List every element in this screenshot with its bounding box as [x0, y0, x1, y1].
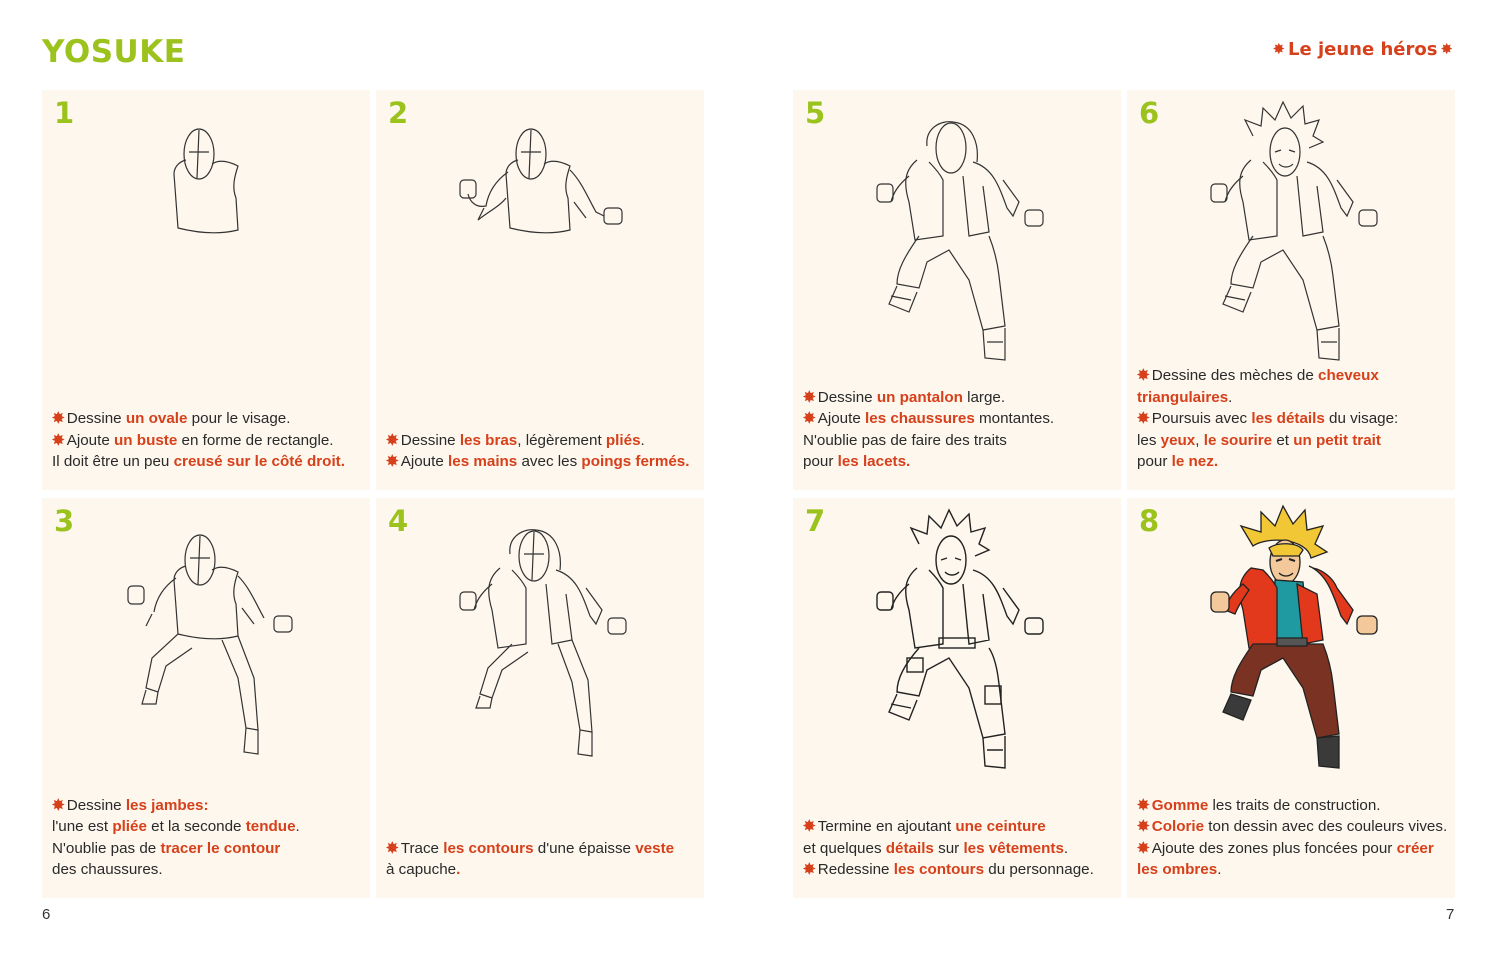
step-3-sketch [42, 498, 370, 798]
emphasis-text: les contours [443, 839, 534, 857]
instruction-line [803, 859, 1115, 881]
bullet-icon: ✸ [386, 431, 399, 449]
step-instructions [803, 816, 1115, 881]
instruction-text: en forme de rectangle. [177, 431, 334, 449]
emphasis-text: les contours [893, 861, 985, 879]
bullet-icon: ✸ [386, 839, 399, 857]
instruction-line [803, 816, 1115, 838]
step-panel-8 [1127, 498, 1455, 898]
emphasis-text: . [456, 861, 461, 879]
emphasis-text: un petit trait [1293, 431, 1381, 449]
bullet-icon: ✸ [1137, 796, 1150, 814]
instruction-text: Poursuis avec [1151, 410, 1252, 428]
bullet-icon: ✸ [1137, 839, 1150, 857]
emphasis-text: les mains [448, 453, 518, 471]
emphasis-text: les détails [1251, 410, 1325, 428]
step-instructions [52, 795, 364, 881]
emphasis-text: creusé sur le côté droit. [173, 453, 345, 471]
instruction-line [1137, 816, 1449, 838]
emphasis-text: Gomme [1151, 796, 1209, 814]
emphasis-text: une ceinture [955, 818, 1046, 836]
subtitle-text: Le jeune héros [1288, 39, 1438, 60]
instruction-line [386, 859, 698, 881]
bullet-icon: ✸ [803, 818, 816, 836]
instruction-line [386, 430, 698, 452]
instruction-text: des chaussures. [52, 861, 163, 879]
bullet-icon: ✸ [52, 410, 65, 428]
instruction-text: , légèrement [517, 431, 606, 449]
emphasis-text: pliée [112, 818, 147, 836]
instruction-line [52, 451, 364, 473]
step-number: 7 [805, 504, 826, 538]
step-instructions [52, 408, 364, 473]
emphasis-text: tendue [245, 818, 296, 836]
page-title: YOSUKE [42, 34, 186, 70]
instruction-text: l'une est [52, 818, 113, 836]
instruction-text: . [295, 818, 300, 836]
emphasis-text: les ombres [1137, 861, 1218, 879]
instruction-line [1137, 365, 1449, 387]
emphasis-text: Colorie [1151, 818, 1205, 836]
instruction-text: et [1272, 431, 1294, 449]
instruction-line [803, 451, 1115, 473]
instruction-line [1137, 387, 1449, 409]
step-panel-5 [793, 90, 1121, 490]
step-number: 8 [1139, 504, 1160, 538]
instruction-line [803, 408, 1115, 430]
instruction-text: pour [803, 453, 838, 471]
step-panel-6 [1127, 90, 1455, 490]
step-number: 3 [54, 504, 75, 538]
emphasis-text: un pantalon [876, 388, 963, 406]
emphasis-text: les jambes: [125, 796, 209, 814]
instruction-line [1137, 859, 1449, 881]
emphasis-text: les lacets. [837, 453, 911, 471]
bullet-icon: ✸ [1137, 367, 1150, 385]
emphasis-text: le sourire [1203, 431, 1273, 449]
bullet-icon: ✸ [1137, 818, 1150, 836]
step-panel-3 [42, 498, 370, 898]
instruction-line [1137, 408, 1449, 430]
instruction-text: Trace [400, 839, 444, 857]
emphasis-text: pliés [605, 431, 641, 449]
instruction-line [803, 387, 1115, 409]
instruction-line [1137, 451, 1449, 473]
bullet-icon: ✸ [1137, 410, 1150, 428]
emphasis-text: poings fermés. [581, 453, 690, 471]
instruction-text: sur [933, 839, 964, 857]
step-8-colored-illustration [1127, 498, 1455, 798]
instruction-line [52, 838, 364, 860]
emphasis-text: créer [1396, 839, 1434, 857]
instruction-text: . [1063, 839, 1069, 857]
instruction-text: N'oublie pas de [52, 839, 161, 857]
instruction-line [52, 408, 364, 430]
step-number: 1 [54, 96, 75, 130]
instruction-text: pour le visage. [187, 410, 291, 428]
instruction-line [803, 838, 1115, 860]
emphasis-text: tracer le contour [160, 839, 281, 857]
instruction-line [386, 838, 698, 860]
instruction-text: Dessine [66, 796, 126, 814]
instruction-text: Ajoute [400, 453, 449, 471]
step-number: 2 [388, 96, 409, 130]
step-panel-2 [376, 90, 704, 490]
step-number: 6 [1139, 96, 1160, 130]
instruction-text: pour [1137, 453, 1172, 471]
instruction-text: et la seconde [146, 818, 246, 836]
section-subtitle [1269, 39, 1456, 60]
instruction-text: d'une épaisse [533, 839, 636, 857]
step-instructions [386, 838, 698, 881]
instruction-text: Dessine [66, 410, 126, 428]
step-1-sketch [42, 90, 370, 390]
step-instructions [386, 430, 698, 473]
instruction-line [52, 430, 364, 452]
instruction-text: ton dessin avec des couleurs vives. [1204, 818, 1448, 836]
bullet-icon: ✸ [803, 861, 816, 879]
step-number: 4 [388, 504, 409, 538]
instruction-text: à capuche [386, 861, 457, 879]
instruction-text: avec les [517, 453, 582, 471]
step-2-sketch [376, 90, 704, 390]
instruction-text: Dessine [817, 388, 877, 406]
instruction-line [386, 451, 698, 473]
emphasis-text: yeux [1160, 431, 1196, 449]
instruction-text: large. [962, 388, 1006, 406]
step-4-sketch [376, 498, 704, 798]
step-5-sketch [793, 90, 1121, 390]
instruction-line [52, 816, 364, 838]
emphasis-text: les bras [459, 431, 518, 449]
instruction-text: . [640, 431, 645, 449]
instruction-line [52, 859, 364, 881]
emphasis-text: le nez. [1171, 453, 1219, 471]
instruction-line [1137, 838, 1449, 860]
instruction-line [1137, 795, 1449, 817]
step-number: 5 [805, 96, 826, 130]
instruction-text: les traits de construction. [1208, 796, 1381, 814]
instruction-text: Termine en ajoutant [817, 818, 956, 836]
instruction-text: N'oublie pas de faire des traits [803, 431, 1007, 449]
instruction-text: montantes. [974, 410, 1055, 428]
bullet-icon: ✸ [52, 431, 65, 449]
instruction-text: les [1137, 431, 1161, 449]
instruction-text: Ajoute des zones plus foncées pour [1151, 839, 1397, 857]
instruction-text: Redessine [817, 861, 894, 879]
bullet-icon: ✸ [52, 796, 65, 814]
emphasis-text: triangulaires [1137, 388, 1229, 406]
emphasis-text: les chaussures [865, 410, 975, 428]
emphasis-text: un buste [114, 431, 178, 449]
step-instructions [803, 387, 1115, 473]
instruction-text: Dessine des mèches de [1151, 367, 1319, 385]
instruction-text: du visage: [1324, 410, 1399, 428]
emphasis-text: détails [885, 839, 934, 857]
instruction-text: et quelques [803, 839, 886, 857]
page-number-right: 7 [1446, 906, 1455, 923]
emphasis-text: veste [635, 839, 675, 857]
instruction-text: du personnage. [984, 861, 1094, 879]
instruction-text: . [1228, 388, 1233, 406]
emphasis-text: les vêtements [963, 839, 1064, 857]
step-instructions [1137, 365, 1449, 473]
bullet-icon: ✸ [803, 388, 816, 406]
instruction-text: Ajoute [817, 410, 866, 428]
emphasis-text: un ovale [125, 410, 188, 428]
bullet-icon: ✸ [803, 410, 816, 428]
step-panel-1 [42, 90, 370, 490]
asterisk-icon: ✸ [1440, 40, 1453, 58]
asterisk-icon: ✸ [1272, 40, 1286, 58]
page-number-left: 6 [42, 906, 51, 923]
step-7-sketch [793, 498, 1121, 798]
instruction-text: , [1195, 431, 1204, 449]
instruction-text: Dessine [400, 431, 460, 449]
step-panel-7 [793, 498, 1121, 898]
step-6-sketch [1127, 90, 1455, 390]
instruction-text: Ajoute [66, 431, 115, 449]
bullet-icon: ✸ [386, 453, 399, 471]
instruction-text: . [1217, 861, 1222, 879]
instruction-text: Il doit être un peu [52, 453, 174, 471]
instruction-line [1137, 430, 1449, 452]
instruction-line [803, 430, 1115, 452]
instruction-line [52, 795, 364, 817]
emphasis-text: cheveux [1318, 367, 1379, 385]
step-panel-4 [376, 498, 704, 898]
step-instructions [1137, 795, 1449, 881]
